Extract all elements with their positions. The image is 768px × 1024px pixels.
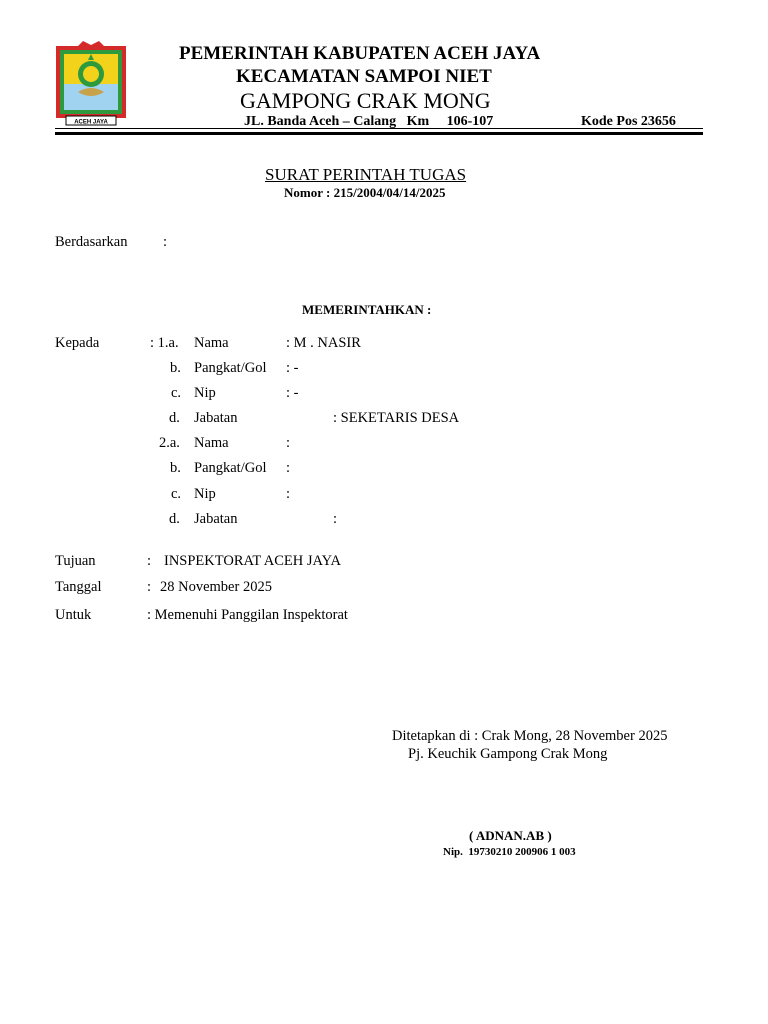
person-1-position-letter: d.: [169, 410, 180, 426]
basis-colon: :: [163, 234, 168, 250]
person-1-nip-label: Nip: [194, 385, 216, 401]
person-1-name-label: Nama: [194, 335, 229, 351]
person-2-nip-value: :: [286, 486, 291, 502]
aceh-jaya-logo: [52, 40, 130, 126]
person-1-nip-value: : -: [286, 385, 299, 401]
untuk-value: : Memenuhi Panggilan Inspektorat: [147, 607, 348, 623]
person-2-rank-value: :: [286, 460, 291, 476]
letterhead-postal: Kode Pos 23656: [581, 114, 676, 129]
signature-place-date: Ditetapkan di : Crak Mong, 28 November 2025: [392, 728, 668, 744]
person-2-position-label: Jabatan: [194, 511, 238, 527]
kepada-label: Kepada: [55, 335, 100, 351]
document-number: Nomor : 215/2004/04/14/2025: [284, 185, 446, 200]
person-2-name-value: :: [286, 435, 291, 451]
person-1-rank-letter: b.: [170, 360, 181, 376]
person-2-rank-letter: b.: [170, 460, 181, 476]
person-2-position-value: :: [333, 511, 338, 527]
letterhead-address: JL. Banda Aceh – Calang Km 106-107: [244, 114, 494, 129]
person-2-index: 2.a.: [159, 435, 180, 451]
person-2-position-letter: d.: [169, 511, 180, 527]
logo-text: ACEH JAYA: [74, 119, 108, 126]
letterhead-line3: GAMPONG CRAK MONG: [240, 88, 491, 113]
person-1-position-value: : SEKETARIS DESA: [333, 410, 460, 426]
person-1-nip-letter: c.: [171, 385, 182, 401]
person-1-rank-value: : -: [286, 360, 299, 376]
signature-name: ( ADNAN.AB ): [469, 828, 552, 843]
person-2-nip-letter: c.: [171, 486, 182, 502]
person-1-name-value: : M . NASIR: [286, 335, 361, 351]
tanggal-value: 28 November 2025: [160, 579, 272, 595]
tujuan-value: INSPEKTORAT ACEH JAYA: [164, 553, 341, 569]
tanggal-label: Tanggal: [55, 579, 102, 595]
command-heading: MEMERINTAHKAN :: [302, 302, 432, 317]
tanggal-colon: :: [147, 579, 152, 595]
letterhead-line1: PEMERINTAH KABUPATEN ACEH JAYA: [179, 43, 541, 64]
person-1-rank-label: Pangkat/Gol: [194, 360, 267, 376]
person-2-rank-label: Pangkat/Gol: [194, 460, 267, 476]
person-1-index: : 1.a.: [150, 335, 179, 351]
letterhead-line2: KECAMATAN SAMPOI NIET: [236, 66, 492, 87]
person-2-name-label: Nama: [194, 435, 229, 451]
signature-nip: Nip. 19730210 200906 1 003: [443, 846, 576, 858]
basis-label: Berdasarkan: [55, 234, 128, 250]
header-rule-thin: [55, 128, 703, 129]
header-rule-thick: [55, 132, 703, 135]
person-2-nip-label: Nip: [194, 486, 216, 502]
document-title: SURAT PERINTAH TUGAS: [265, 165, 467, 184]
tujuan-colon: :: [147, 553, 152, 569]
person-1-position-label: Jabatan: [194, 410, 238, 426]
tujuan-label: Tujuan: [55, 553, 96, 569]
untuk-label: Untuk: [55, 607, 92, 623]
signature-position: Pj. Keuchik Gampong Crak Mong: [408, 746, 608, 762]
